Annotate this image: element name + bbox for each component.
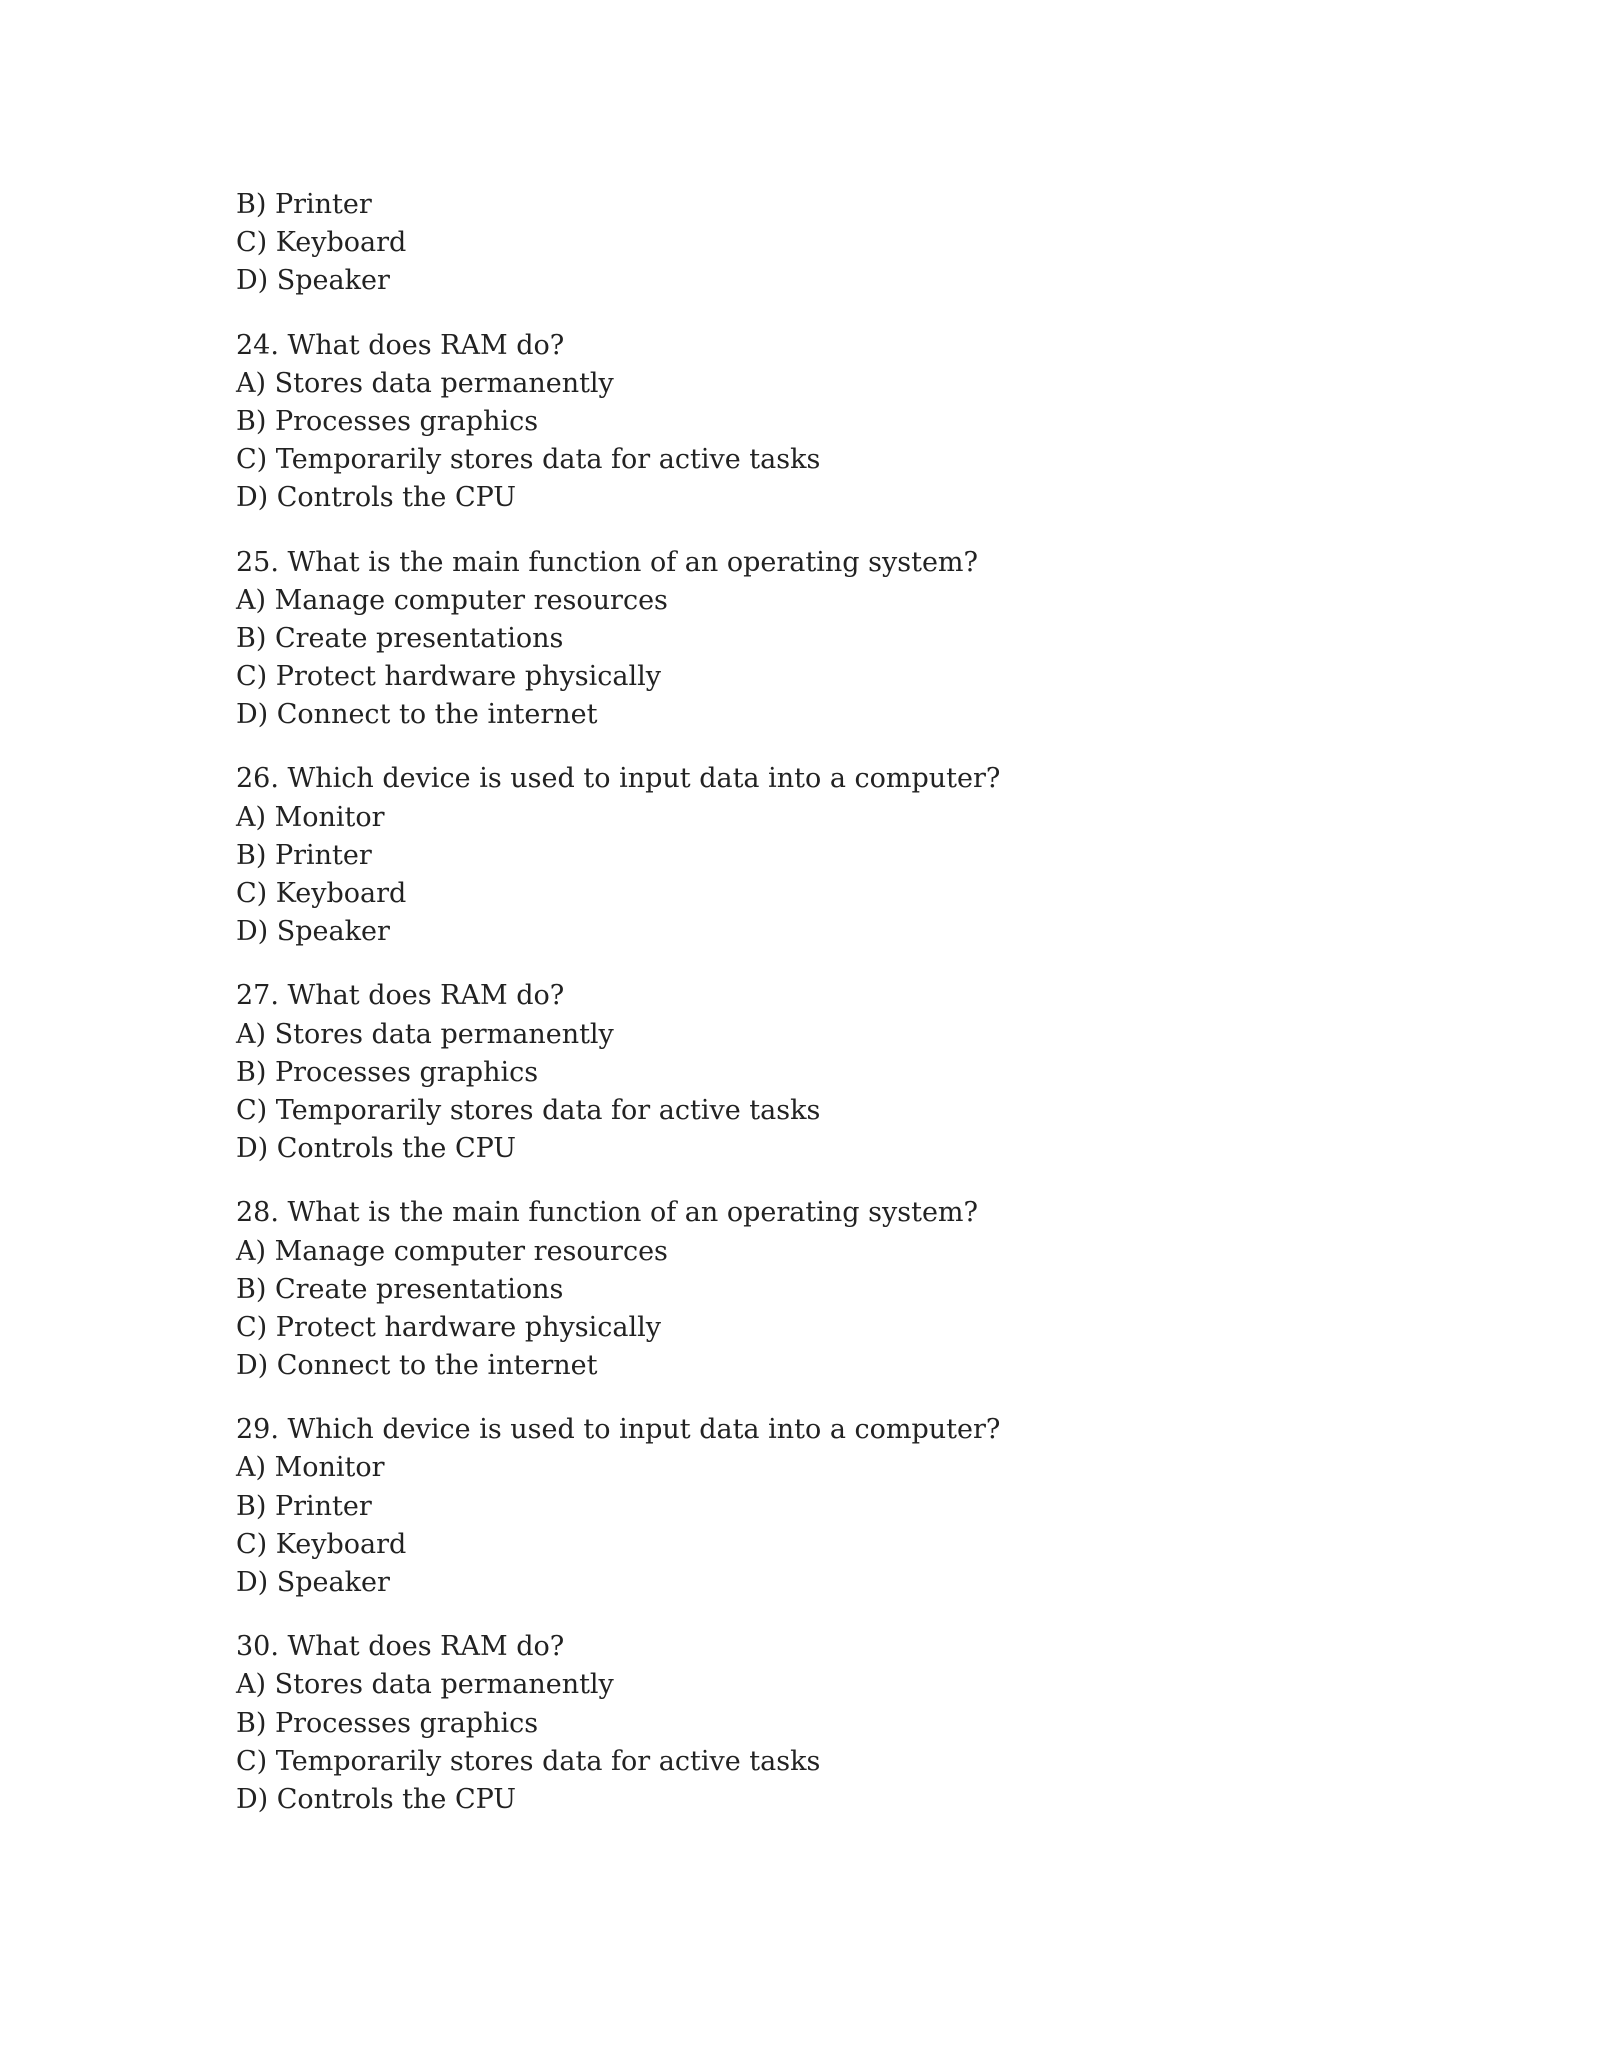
option-line: B) Create presentations — [236, 1273, 564, 1305]
option-line: D) Connect to the internet — [236, 699, 598, 731]
option-line: D) Controls the CPU — [236, 1133, 517, 1165]
question-text: 29. Which device is used to input data into a computer? — [236, 1414, 1001, 1446]
option-line: B) Processes graphics — [236, 1056, 539, 1088]
option-line: D) Speaker — [236, 265, 390, 297]
option-line: D) Controls the CPU — [236, 482, 517, 514]
question-text: 24. What does RAM do? — [236, 329, 565, 361]
question-block — [236, 760, 1336, 951]
option-line: A) Stores data permanently — [236, 1018, 614, 1050]
option-line: B) Processes graphics — [236, 405, 539, 437]
option-line: A) Manage computer resources — [236, 584, 668, 616]
question-block — [236, 327, 1336, 518]
question-block-continued — [236, 186, 1336, 301]
option-line: C) Keyboard — [236, 878, 407, 909]
option-line: C) Protect hardware physically — [236, 661, 661, 693]
option-line: C) Protect hardware physically — [236, 1311, 661, 1343]
question-block — [236, 1194, 1336, 1385]
quiz-content — [236, 186, 1336, 1845]
option-line: C) Temporarily stores data for active tasks — [236, 1745, 821, 1777]
option-line: C) Keyboard — [236, 1528, 407, 1560]
option-line: A) Manage computer resources — [236, 1235, 668, 1267]
option-line: B) Processes graphics — [236, 1707, 539, 1739]
option-line: A) Stores data permanently — [236, 367, 614, 399]
option-line: D) Speaker — [236, 916, 390, 948]
option-line: C) Temporarily stores data for active tasks — [236, 444, 821, 476]
option-line: C) Keyboard — [236, 227, 407, 259]
option-line: B) Printer — [236, 839, 372, 871]
option-line: A) Monitor — [236, 1452, 385, 1484]
option-line: A) Stores data permanently — [236, 1669, 614, 1701]
option-line: B) Printer — [236, 1490, 372, 1522]
question-text: 28. What is the main function of an operating system? — [236, 1197, 979, 1229]
question-text: 27. What does RAM do? — [236, 980, 565, 1012]
option-line: D) Connect to the internet — [236, 1350, 598, 1382]
option-line: B) Printer — [236, 189, 372, 220]
question-block — [236, 1411, 1336, 1602]
question-block — [236, 1628, 1336, 1819]
question-text: 25. What is the main function of an operating system? — [236, 546, 979, 578]
question-block — [236, 977, 1336, 1168]
question-text: 30. What does RAM do? — [236, 1631, 565, 1663]
question-text: 26. Which device is used to input data into a computer? — [236, 763, 1001, 795]
option-line: A) Monitor — [236, 801, 385, 833]
option-line: D) Speaker — [236, 1567, 390, 1598]
option-line: B) Create presentations — [236, 622, 564, 654]
question-block — [236, 544, 1336, 735]
option-line: D) Controls the CPU — [236, 1783, 517, 1815]
option-line: C) Temporarily stores data for active tasks — [236, 1094, 821, 1126]
